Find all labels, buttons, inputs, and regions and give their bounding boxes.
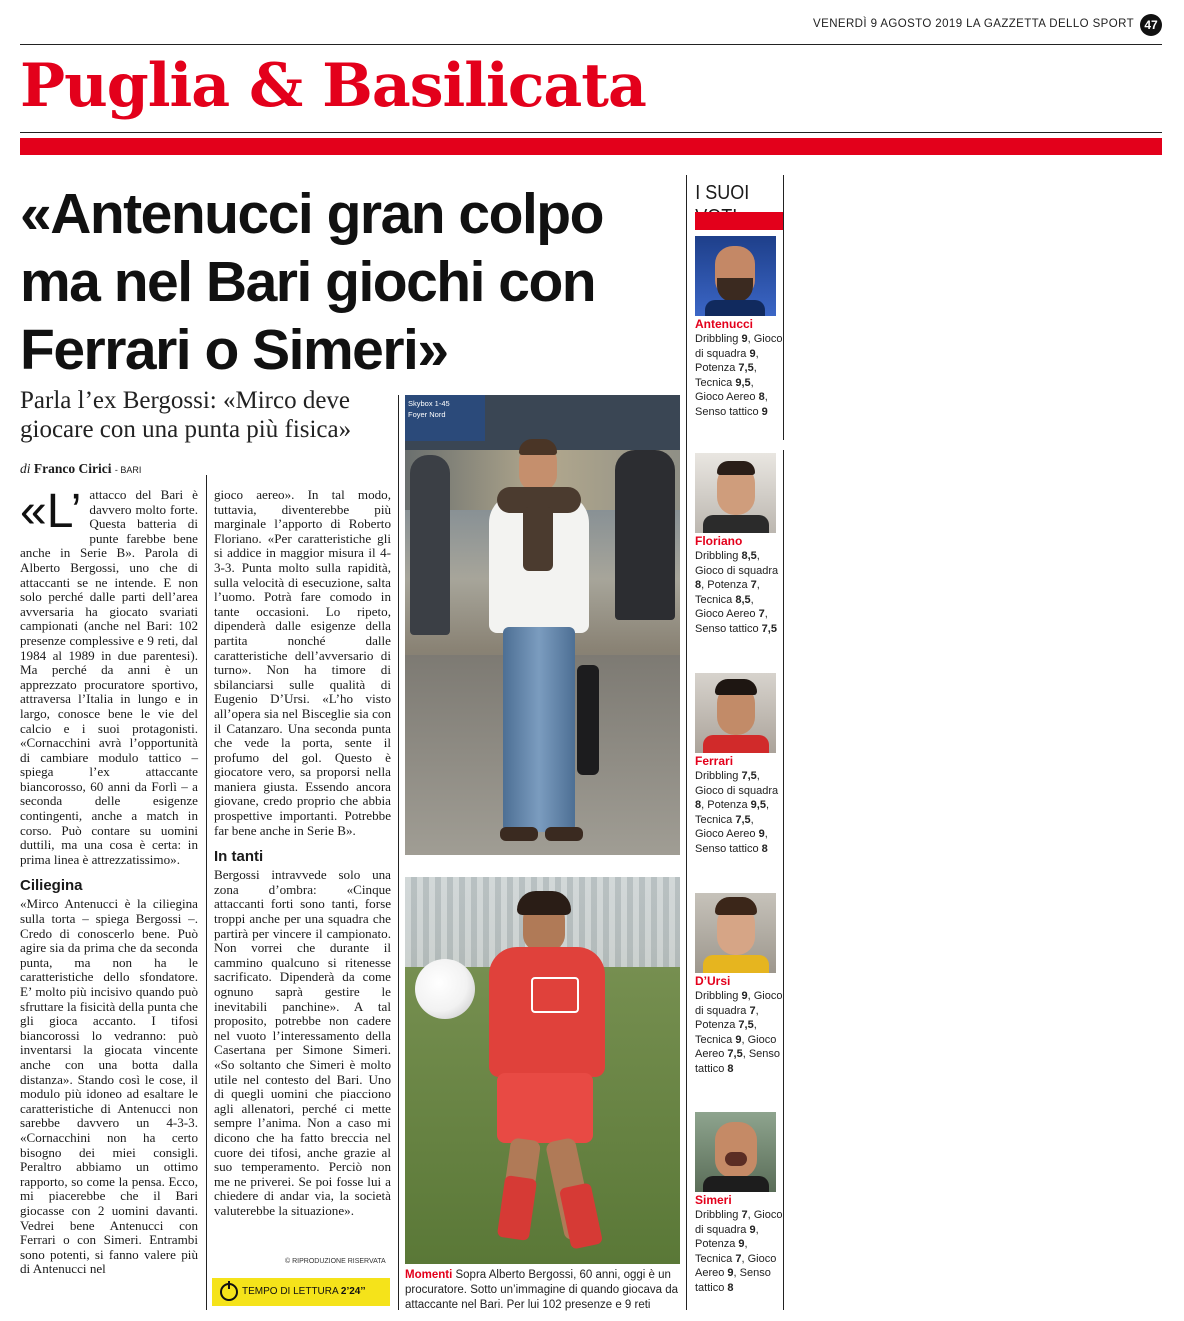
article-column-1: [20, 485, 198, 1277]
stat-label: Tecnica: [695, 376, 736, 389]
player-card-dursi: [695, 893, 783, 1077]
stat-label: Senso tattico: [695, 1048, 781, 1075]
stat-value: 7,5: [735, 813, 751, 826]
stat-value: 9: [727, 1267, 734, 1280]
player-card-ferrari: [695, 673, 783, 857]
article-subhead: Parla l’ex Bergossi: «Mirco deve giocare con una punta più fisica»: [20, 387, 352, 443]
stat-label: Gioco Aereo: [695, 608, 759, 621]
sidebar-divider: [783, 175, 784, 440]
player-stats: Dribbling 7,5, Gioco di squadra 8, Potenza 9,5, Tecnica 7,5, Gioco Aereo 9, Senso tattico 8: [695, 770, 779, 855]
sidebar-title: I SUOI: [695, 182, 750, 204]
article-column-2: [214, 488, 391, 1219]
section-red-bar: [20, 138, 1162, 155]
player-name: Ferrari: [695, 754, 734, 768]
stat-value: 7,5: [738, 1019, 754, 1032]
article-paragraph: attacco del Bari è davvero molto forte. Questa batteria di punte farebbe bene anche in Serie B». Parola di Alberto Bergossi, uno che di attaccanti se ne intende. E non solo perché dalle parti dell’area avversaria ha giocato svariati campionati (anche nel Bari: 102 presenze complessive e 9 reti, dal 1984 al 1989 in due parentesi). Ma perché da anni è un apprezzato procuratore sportivo, attraversa l’Italia in lungo e in largo, conosce bene le vie del calcio e i suoi protagonisti. «Cornacchini avrà l’opportunità di cambiare modulo tattico – spiega l’ex attaccante biancorosso, 60 anni da Forlì – a seconda delle esigenze contingenti, anche a match in corso. Può contare su uomini duttili, ma una cosa è certa: in prima linea è attrezzatissimo».: [20, 487, 198, 867]
column-divider: [398, 395, 399, 1310]
article-subtitle: In tanti: [214, 848, 264, 866]
stat-value: 8: [695, 579, 702, 592]
player-photo: [695, 453, 776, 533]
sidebar-red-bar: [695, 212, 783, 230]
stat-label: Tecnica: [695, 1252, 736, 1265]
stat-value: 8,5: [735, 593, 751, 606]
stat-label: Potenza: [695, 1238, 739, 1251]
reading-time-value: 2’24’’: [340, 1286, 366, 1297]
stat-value: 9: [741, 333, 748, 345]
player-stats: Dribbling 8,5, Gioco di squadra 8, Potenza 7, Tecnica 8,5, Gioco Aereo 7, Senso tattico 7,5: [695, 550, 779, 635]
divider: [20, 44, 1162, 45]
photo-caption: [405, 1268, 680, 1313]
stat-label: Potenza: [707, 579, 751, 592]
stat-label: Gioco Aereo: [695, 1252, 777, 1280]
stat-value: 9,5: [735, 376, 751, 389]
stat-label: Dribbling: [695, 1209, 742, 1221]
stat-value: 9: [749, 347, 756, 360]
stat-value: 7,5: [761, 622, 777, 635]
column-divider: [206, 475, 207, 1310]
stat-label: Gioco Aereo: [695, 828, 759, 841]
caption-lead: Momenti: [405, 1269, 453, 1281]
player-stats: Dribbling 9, Gioco di squadra 7, Potenza 7,5, Tecnica 9, Gioco Aereo 7,5, Senso tattico 8: [695, 990, 783, 1075]
photo-sign: Skybox 1-45: [408, 399, 450, 408]
stat-value: 8: [758, 391, 765, 404]
stat-value: 7,5: [727, 1048, 743, 1061]
stat-value: 9: [749, 1223, 756, 1236]
stat-label: Gioco Aereo: [695, 391, 759, 404]
stat-label: Senso tattico: [695, 622, 762, 635]
stat-label: Dribbling: [695, 550, 742, 562]
player-card-simeri: [695, 1112, 783, 1296]
article-subtitle: Ciliegina: [20, 877, 83, 895]
page-number: 47: [1140, 14, 1162, 36]
stat-label: Potenza: [695, 362, 739, 375]
stat-value: 9: [735, 1033, 742, 1046]
stat-value: 8: [727, 1281, 734, 1294]
byline-prefix: di: [20, 461, 31, 476]
copyright-note: © RIPRODUZIONE RISERVATA: [285, 1258, 386, 1265]
byline: [20, 461, 141, 477]
stat-value: 8,5: [741, 550, 757, 562]
stat-label: Tecnica: [695, 1033, 736, 1046]
date-line: VENERDÌ 9 AGOSTO 2019 LA GAZZETTA DELLO SPORT: [813, 18, 1134, 30]
column-divider: [686, 175, 687, 1310]
stat-value: 9,5: [750, 799, 766, 812]
article-paragraph: Bergossi intravvede solo una zona d’ombra: «Cinque attaccanti forti sono tanti, forse troppi anche per una squadra che partirà per vincere il campionato. Non vorrei che durante il cammino qualcuno si ritenesse sacrificato. Dipenderà da come ognuno saprà gestire le inevitabili panchine». A tal proposito, potrebbe non cadere nel vuoto l’interessamento della Casertana per Simone Simeri. «So soltanto che Simeri è molto utile nel contesto del Bari. Uno di quegli uomini che piacciono agli allenatori, perché ci mette sempre l’anima. Non a caso mi dicono che ha fatto breccia nel cuore dei tifosi, anche grazie al suo temperamento. Perciò non me ne priverei. Se poi fosse lui a chiedere di andar via, la società valuterebbe la situazione».: [214, 867, 391, 1218]
divider: [20, 132, 1162, 133]
sidebar-divider: [783, 450, 784, 1310]
stat-value: 9: [761, 405, 768, 418]
stat-label: Senso tattico: [695, 1267, 771, 1294]
player-card-floriano: [695, 453, 783, 637]
player-photo: [695, 1112, 776, 1192]
stat-value: 7: [741, 1209, 748, 1221]
caption-text: Sopra Alberto Bergossi, 60 anni, oggi è un procuratore. Sotto un’immagine di quando giocava da attaccante nel Bari. Per lui 102 presenze e 9 reti: [405, 1269, 678, 1311]
stat-value: 8: [727, 1062, 734, 1075]
player-card-antenucci: [695, 236, 783, 420]
stat-value: 7: [749, 1004, 756, 1017]
reading-time-box: [212, 1278, 390, 1306]
stat-value: 7: [735, 1252, 742, 1265]
player-name: Floriano: [695, 534, 743, 548]
player-stats: Dribbling 7, Gioco di squadra 9, Potenza 9, Tecnica 7, Gioco Aereo 9, Senso tattico 8: [695, 1209, 783, 1294]
stat-label: Senso tattico: [695, 405, 762, 418]
article-paragraph: gioco aereo». In tal modo, tuttavia, diventerebbe più marginale l’apporto di Roberto Floriano. «Per caratteristiche gli si addice in maggior misura il 4-3-3. Punta molto sulla rapidità, sulla velocità di esecuzione, salta l’uomo. Potrà fare comodo in tante occasioni. Lo ripeto, dipenderà dalle esigenze della partita nonché dalle caratteristiche dell’avversario di turno». Non ha timore di sbilanciarsi sulle qualità di Eugenio D’Ursi. «L’ho visto all’opera sia nel Bisceglie sia con il Catanzaro. Una seconda punta che vede la porta, sente il profumo del gol. Questo è giocatore vero, sa proporsi nella maniera giusta. Essendo ancora giovane, credo proprio che abbia prospettive importanti. Potrebbe far bene anche in Serie B».: [214, 487, 391, 838]
player-stats: Dribbling 9, Gioco di squadra 9, Potenza 7,5, Tecnica 9,5, Gioco Aereo 8, Senso tattico 9: [695, 333, 783, 418]
byline-location: - BARI: [114, 465, 142, 475]
stat-label: Dribbling: [695, 990, 742, 1002]
photo-sign: Foyer Nord: [408, 410, 446, 419]
stat-value: 7,5: [738, 362, 754, 375]
article-paragraph: «Mirco Antenucci è la ciliegina sulla torta – spiega Bergossi –. Credo di conoscerlo bene. Può agire sia da prima che da seconda punta, ma non ha le caratteristiche dello sfondatore. E’ molto più incisivo quando può sfruttare la fisicità della punta che gli gioca accanto. I tifosi biancorossi lo vedranno: può inventarsi la giocata vincente anche con una botta dalla distanza». Stando così le cose, il modulo più idoneo ad esaltare le caratteristiche di Antenucci non sarebbe davvero un 4-3-3. «Cornacchini non ha certo bisogno dei miei consigli. Peraltro abbiamo un ottimo rapporto, so come la pensa. Ecco, mi piacerebbe che il Bari giocasse con 2 uomini davanti. Vedrei bene Antenucci con Ferrari o con Simeri. Entrambi sono potenti, si fanno valere più di Antenucci nel: [20, 896, 198, 1277]
stat-label: Potenza: [707, 799, 751, 812]
photo-signs: [405, 395, 485, 441]
stat-value: 9: [738, 1238, 745, 1251]
reading-time-label: TEMPO DI LETTURA: [242, 1286, 339, 1297]
stat-label: Tecnica: [695, 593, 736, 606]
clock-icon: [220, 1283, 238, 1301]
stat-value: 8: [695, 799, 702, 812]
photo-bergossi-today: [405, 395, 680, 855]
stat-label: Tecnica: [695, 813, 736, 826]
stat-label: Senso tattico: [695, 842, 762, 855]
stat-label: Gioco di squadra: [695, 784, 779, 797]
player-name: Antenucci: [695, 317, 754, 331]
stat-label: Gioco di squadra: [695, 990, 783, 1017]
player-photo: [695, 893, 776, 973]
stat-label: Dribbling: [695, 333, 742, 345]
player-name: D’Ursi: [695, 974, 731, 988]
stat-value: 7: [750, 579, 757, 592]
photo-bergossi-playing: [405, 877, 680, 1264]
stat-value: 8: [761, 842, 768, 855]
stat-label: Gioco di squadra: [695, 333, 783, 360]
stat-value: 9: [741, 990, 748, 1002]
player-photo: [695, 673, 776, 753]
byline-author: Franco Cirici: [33, 461, 112, 476]
section-title: Puglia & Basilicata: [20, 51, 646, 121]
stat-label: Potenza: [695, 1019, 739, 1032]
player-name: Simeri: [695, 1193, 732, 1207]
stat-value: 9: [758, 828, 765, 841]
article-headline: «Antenucci gran colpo ma nel Bari giochi con Ferrari o Simeri»: [20, 182, 603, 382]
stat-label: Gioco di squadra: [695, 564, 779, 577]
stat-value: 7,5: [741, 770, 757, 782]
stat-value: 7: [758, 608, 765, 621]
dropcap: «L’: [20, 485, 82, 538]
stat-label: Gioco Aereo: [695, 1033, 777, 1061]
stat-label: Dribbling: [695, 770, 742, 782]
stat-label: Gioco di squadra: [695, 1209, 783, 1236]
player-photo: [695, 236, 776, 316]
